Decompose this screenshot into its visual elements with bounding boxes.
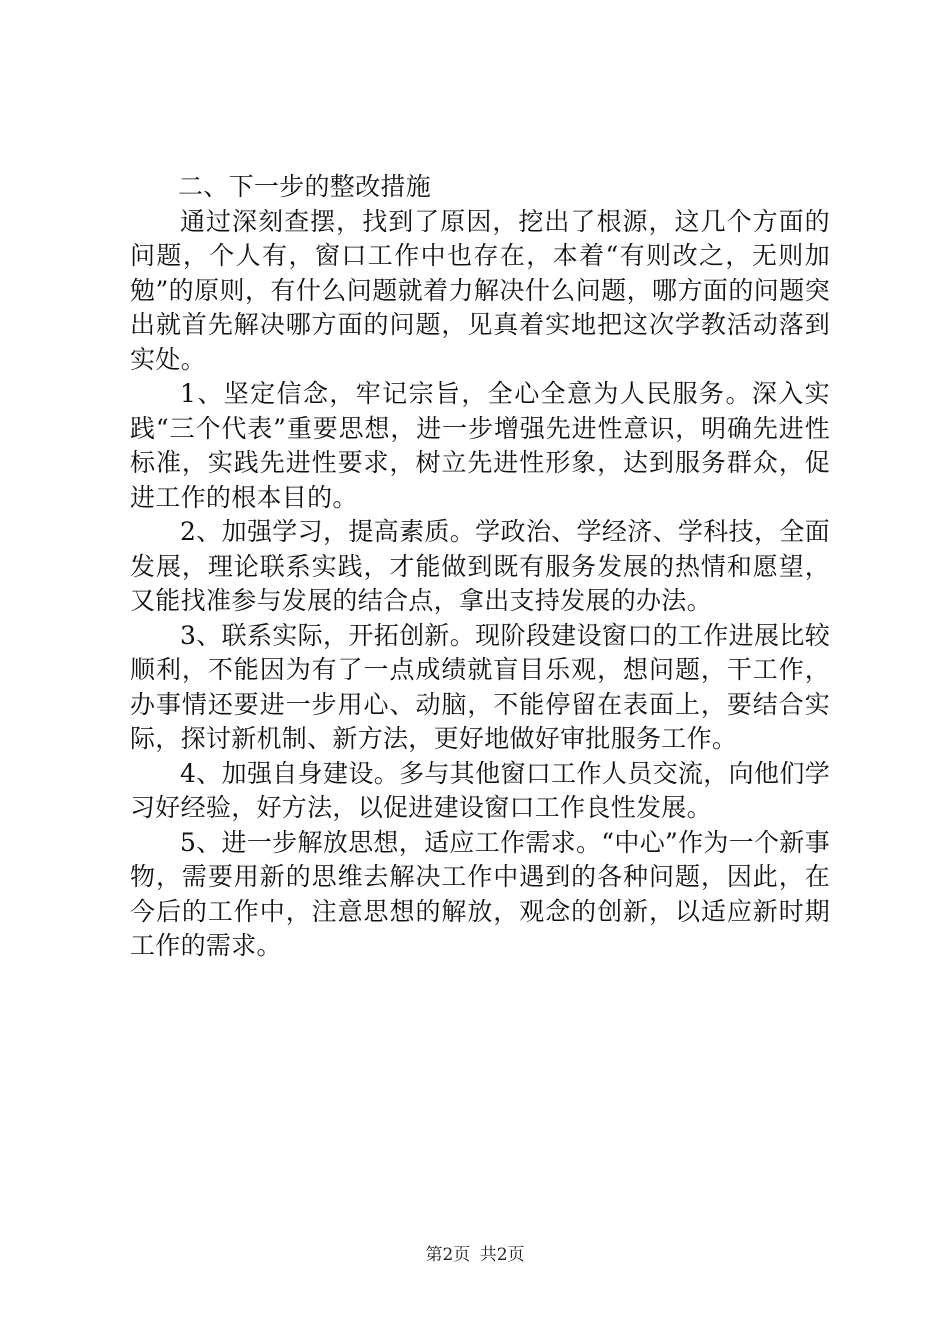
paragraph-item-5: 5、进一步解放思想，适应工作需求。“中心”作为一个新事物，需要用新的思维去解决工作中遇到的各种问题，因此，在今后的工作中，注意思想的解放，观念的创新，以适应新时期工作的需求。 (130, 827, 830, 960)
paragraph-item-2: 2、加强学习，提高素质。学政治、学经济、学科技，全面发展，理论联系实践，才能做到既有服务发展的热情和愿望，又能找准参与发展的结合点，拿出支持发展的办法。 (130, 517, 830, 615)
paragraph-item-4: 4、加强自身建设。多与其他窗口工作人员交流，向他们学习好经验，好方法，以促进建设窗口工作良性发展。 (130, 758, 830, 822)
page-number: 第2页 (425, 1245, 471, 1265)
section-heading: 二、下一步的整改措施 (178, 172, 432, 201)
paragraph-item-1: 1、坚定信念，牢记宗旨，全心全意为人民服务。深入实践“三个代表”重要思想，进一步增强先进性意识，明确先进性标准，实践先进性要求，树立先进性形象，达到服务群众，促进工作的根本目的。 (130, 379, 830, 512)
paragraph-item-3: 3、联系实际，开拓创新。现阶段建设窗口的工作进展比较顺利，不能因为有了一点成绩就盲目乐观，想问题，干工作，办事情还要进一步用心、动脑，不能停留在表面上，要结合实际，探讨新机制、新方法，更好地做好审批服务工作。 (130, 620, 830, 753)
page-total: 共2页 (479, 1245, 525, 1265)
paragraph-intro: 通过深刻查摆，找到了原因，挖出了根源，这几个方面的问题，个人有，窗口工作中也存在，本着“有则改之，无则加勉”的原则，有什么问题就着力解决什么问题，哪方面的问题突出就首先解决哪方面的问题，见真着实地把这次学教活动落到实处。 (130, 206, 830, 374)
page-footer (0, 1244, 950, 1266)
document-body (130, 170, 830, 964)
